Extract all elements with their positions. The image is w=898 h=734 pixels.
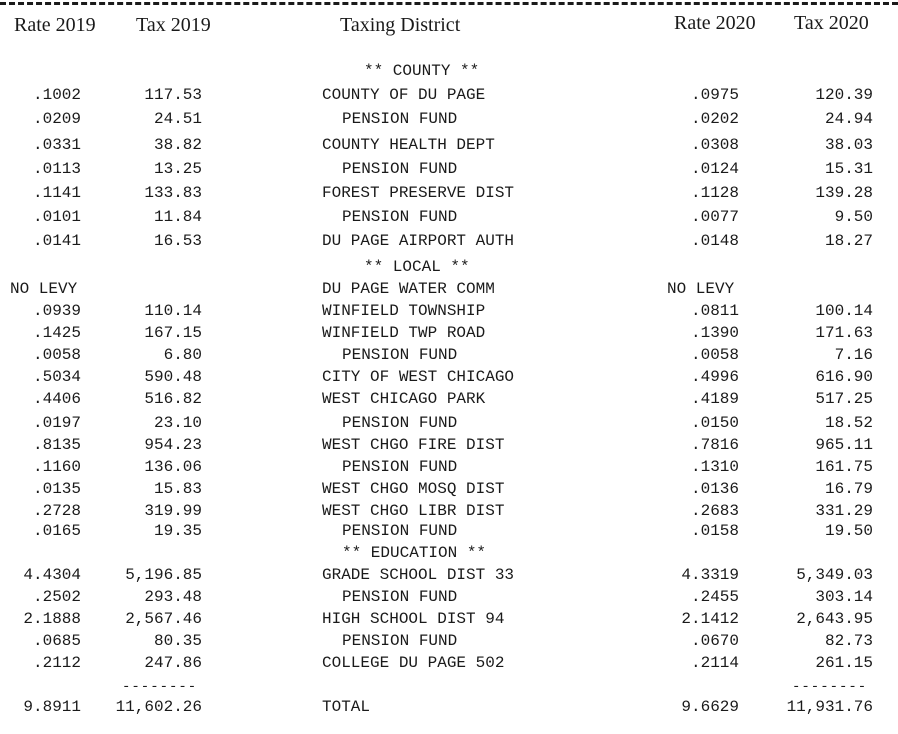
row-rate-2019: .1141: [32, 184, 81, 202]
row-tax-2019: 293.48: [144, 588, 202, 606]
row-rate-2019: .2112: [32, 654, 81, 672]
row-tax-2020: 171.63: [815, 324, 873, 342]
row-tax-2019: 6.80: [163, 346, 202, 364]
row-taxing-district: PENSION FUND: [342, 110, 458, 128]
row-tax-2019: 117.53: [144, 86, 202, 104]
row-rate-2020: .2455: [690, 588, 739, 606]
row-tax-2019: 590.48: [144, 368, 202, 386]
row-rate-2019: .0939: [32, 302, 81, 320]
row-tax-2019: 319.99: [144, 502, 202, 520]
row-tax-2020: 24.94: [824, 110, 873, 128]
row-taxing-district: PENSION FUND: [342, 632, 458, 650]
section-local: ** LOCAL **: [364, 258, 470, 276]
row-tax-2020: 16.79: [824, 480, 873, 498]
section-education: ** EDUCATION **: [342, 544, 487, 562]
row-tax-2019: 19.35: [153, 522, 202, 540]
row-rate-2020: .0811: [690, 302, 739, 320]
row-tax-2019: 133.83: [144, 184, 202, 202]
tax-2019-sum-rule: --------: [122, 679, 198, 695]
row-tax-2020: 19.50: [824, 522, 873, 540]
total-rate-2019: 9.8911: [23, 698, 81, 716]
row-rate-2020: 2.1412: [681, 610, 739, 628]
row-tax-2020: 517.25: [815, 390, 873, 408]
row-tax-2019: 38.82: [153, 136, 202, 154]
row-taxing-district: GRADE SCHOOL DIST 33: [322, 566, 515, 584]
row-rate-2019: .0685: [32, 632, 81, 650]
top-dashed-border: [0, 2, 898, 5]
row-rate-2019: .0141: [32, 232, 81, 250]
row-taxing-district: DU PAGE WATER COMM: [322, 280, 495, 298]
row-tax-2020: 139.28: [815, 184, 873, 202]
row-taxing-district: PENSION FUND: [342, 458, 458, 476]
row-tax-2019: 16.53: [153, 232, 202, 250]
row-tax-2020: 38.03: [824, 136, 873, 154]
row-rate-2020: .0058: [690, 346, 739, 364]
row-tax-2019: 516.82: [144, 390, 202, 408]
row-rate-2019: .8135: [32, 436, 81, 454]
row-tax-2020: 15.31: [824, 160, 873, 178]
header-rate-2020: Rate 2020: [674, 12, 756, 34]
row-taxing-district: DU PAGE AIRPORT AUTH: [322, 232, 515, 250]
row-rate-2019: .1425: [32, 324, 81, 342]
row-rate-2020: NO LEVY: [667, 280, 735, 298]
row-tax-2019: 80.35: [153, 632, 202, 650]
total-rate-2020: 9.6629: [681, 698, 739, 716]
row-tax-2020: 7.16: [834, 346, 873, 364]
row-rate-2020: .1128: [690, 184, 739, 202]
row-tax-2020: 18.52: [824, 414, 873, 432]
row-tax-2020: 161.75: [815, 458, 873, 476]
row-tax-2020: 2,643.95: [796, 610, 873, 628]
row-taxing-district: PENSION FUND: [342, 208, 458, 226]
row-taxing-district: WEST CHGO LIBR DIST: [322, 502, 505, 520]
row-tax-2020: 100.14: [815, 302, 873, 320]
row-tax-2020: 965.11: [815, 436, 873, 454]
row-rate-2020: .0975: [690, 86, 739, 104]
row-rate-2020: .0202: [690, 110, 739, 128]
row-tax-2020: 9.50: [834, 208, 873, 226]
row-rate-2019: .4406: [32, 390, 81, 408]
header-taxing-district: Taxing District: [340, 14, 461, 36]
row-rate-2020: .1390: [690, 324, 739, 342]
total-label: TOTAL: [322, 698, 371, 716]
row-tax-2019: 167.15: [144, 324, 202, 342]
row-rate-2020: .0136: [690, 480, 739, 498]
row-taxing-district: HIGH SCHOOL DIST 94: [322, 610, 505, 628]
row-rate-2020: .0148: [690, 232, 739, 250]
total-tax-2020: 11,931.76: [786, 698, 873, 716]
row-tax-2020: 5,349.03: [796, 566, 873, 584]
row-rate-2019: .0209: [32, 110, 81, 128]
row-tax-2020: 261.15: [815, 654, 873, 672]
row-tax-2019: 24.51: [153, 110, 202, 128]
row-tax-2019: 5,196.85: [125, 566, 202, 584]
row-taxing-district: PENSION FUND: [342, 588, 458, 606]
row-tax-2019: 23.10: [153, 414, 202, 432]
row-tax-2020: 303.14: [815, 588, 873, 606]
row-taxing-district: PENSION FUND: [342, 160, 458, 178]
row-rate-2019: 2.1888: [23, 610, 81, 628]
row-taxing-district: COUNTY OF DU PAGE: [322, 86, 486, 104]
row-rate-2019: .0101: [32, 208, 81, 226]
row-rate-2020: .4996: [690, 368, 739, 386]
row-taxing-district: COLLEGE DU PAGE 502: [322, 654, 505, 672]
row-taxing-district: WINFIELD TOWNSHIP: [322, 302, 486, 320]
row-tax-2019: 15.83: [153, 480, 202, 498]
row-tax-2019: 954.23: [144, 436, 202, 454]
row-rate-2020: .1310: [690, 458, 739, 476]
header-rate-2019: Rate 2019: [14, 14, 96, 36]
row-rate-2020: .4189: [690, 390, 739, 408]
row-rate-2019: .0165: [32, 522, 81, 540]
header-tax-2019: Tax 2019: [136, 14, 211, 36]
row-rate-2019: .5034: [32, 368, 81, 386]
row-rate-2019: .2728: [32, 502, 81, 520]
row-rate-2019: NO LEVY: [10, 280, 78, 298]
row-rate-2019: .0197: [32, 414, 81, 432]
row-taxing-district: PENSION FUND: [342, 522, 458, 540]
row-rate-2020: .7816: [690, 436, 739, 454]
row-rate-2020: .0308: [690, 136, 739, 154]
row-rate-2020: .0150: [690, 414, 739, 432]
row-rate-2019: .2502: [32, 588, 81, 606]
row-tax-2019: 136.06: [144, 458, 202, 476]
row-rate-2020: .0158: [690, 522, 739, 540]
row-taxing-district: PENSION FUND: [342, 414, 458, 432]
header-tax-2020: Tax 2020: [794, 12, 869, 34]
row-rate-2019: .1002: [32, 86, 81, 104]
row-rate-2020: .0124: [690, 160, 739, 178]
row-taxing-district: COUNTY HEALTH DEPT: [322, 136, 495, 154]
row-rate-2020: .0077: [690, 208, 739, 226]
row-tax-2019: 110.14: [144, 302, 202, 320]
row-rate-2019: .0058: [32, 346, 81, 364]
row-taxing-district: PENSION FUND: [342, 346, 458, 364]
row-tax-2020: 331.29: [815, 502, 873, 520]
row-tax-2020: 18.27: [824, 232, 873, 250]
row-taxing-district: WEST CHGO FIRE DIST: [322, 436, 505, 454]
row-rate-2019: .1160: [32, 458, 81, 476]
row-rate-2019: .0135: [32, 480, 81, 498]
row-tax-2019: 247.86: [144, 654, 202, 672]
total-tax-2019: 11,602.26: [115, 698, 202, 716]
row-rate-2020: .2114: [690, 654, 739, 672]
row-tax-2020: 616.90: [815, 368, 873, 386]
row-rate-2019: .0331: [32, 136, 81, 154]
tax-2020-sum-rule: --------: [792, 679, 868, 695]
row-rate-2019: 4.4304: [23, 566, 81, 584]
row-tax-2020: 82.73: [824, 632, 873, 650]
row-taxing-district: CITY OF WEST CHICAGO: [322, 368, 515, 386]
row-taxing-district: FOREST PRESERVE DIST: [322, 184, 515, 202]
section-county: ** COUNTY **: [364, 62, 480, 80]
row-tax-2019: 2,567.46: [125, 610, 202, 628]
row-taxing-district: WEST CHICAGO PARK: [322, 390, 486, 408]
row-taxing-district: WEST CHGO MOSQ DIST: [322, 480, 505, 498]
row-rate-2020: 4.3319: [681, 566, 739, 584]
row-rate-2020: .0670: [690, 632, 739, 650]
row-rate-2020: .2683: [690, 502, 739, 520]
row-rate-2019: .0113: [32, 160, 81, 178]
row-tax-2019: 11.84: [153, 208, 202, 226]
row-tax-2019: 13.25: [153, 160, 202, 178]
row-tax-2020: 120.39: [815, 86, 873, 104]
row-taxing-district: WINFIELD TWP ROAD: [322, 324, 486, 342]
